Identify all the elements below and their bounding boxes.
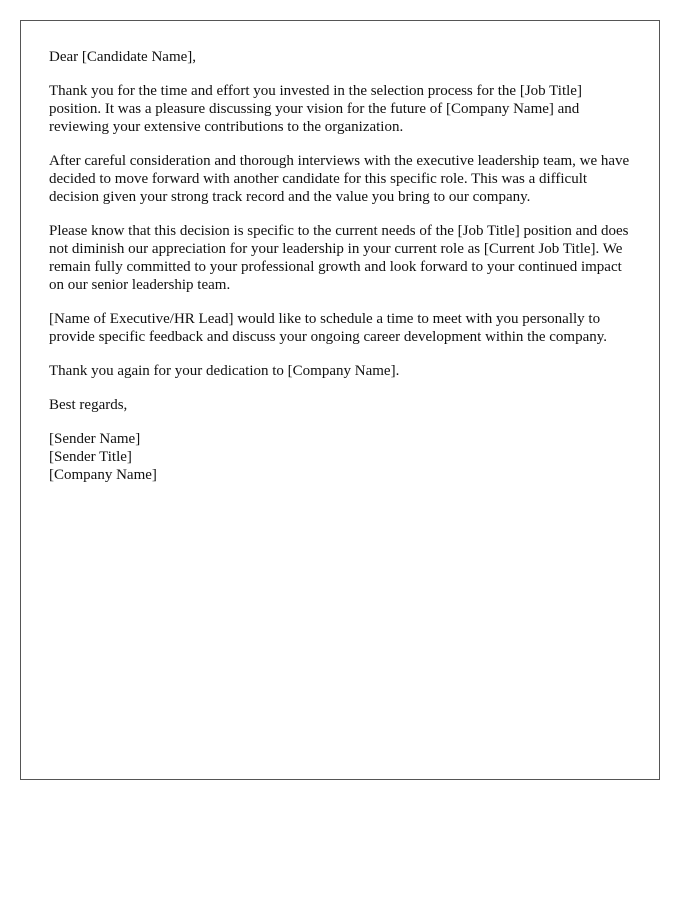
body-paragraph-4: [Name of Executive/HR Lead] would like to schedule a time to meet with you personally to provide specific feedback and discuss your ongoing career development within the company.: [49, 311, 608, 345]
body-paragraph-3: Please know that this decision is specific to the current needs of the [Job Title] position and does not diminish our appreciation for your leadership in your current role as [Current Job Title]. We remain fully committed to your professional growth and look forward to your continued impact on our senior leadership team.: [49, 223, 629, 293]
body-paragraph-1: Thank you for the time and effort you invested in the selection process for the [Job Title] position. It was a pleasure discussing your vision for the future of [Company Name] and reviewing your extensive contributions to the organization.: [49, 83, 582, 135]
body-paragraph-2: After careful consideration and thorough interviews with the executive leadership team, we have decided to move forward with another candidate for this specific role. This was a difficult decision given your strong track record and the value you bring to our company.: [49, 153, 630, 205]
sender-name: [Sender Name]: [49, 431, 141, 447]
salutation: Dear [Candidate Name],: [49, 49, 197, 65]
sender-title: [Sender Title]: [49, 449, 132, 465]
letter-page: [20, 20, 660, 780]
closing: Best regards,: [49, 397, 128, 413]
sender-company: [Company Name]: [49, 467, 157, 483]
body-paragraph-5: Thank you again for your dedication to [Company Name].: [49, 363, 400, 379]
signature-block: [49, 430, 631, 484]
